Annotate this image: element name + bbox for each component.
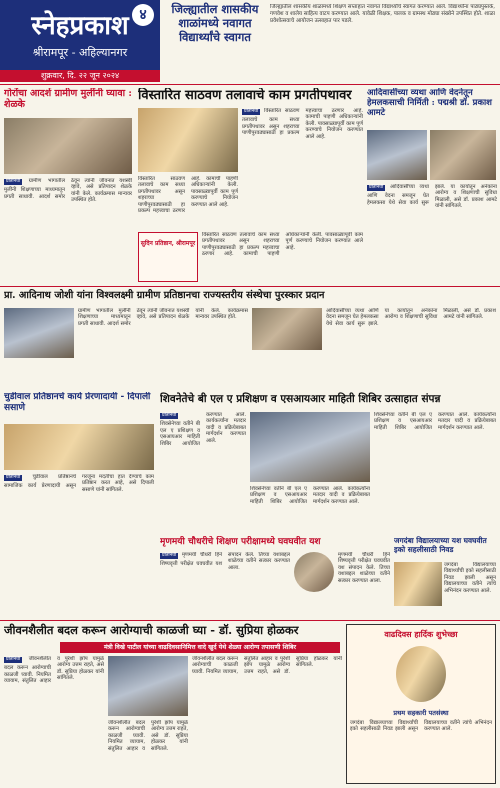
article-text: ग्रामीण भागातील मुलींनी शिक्षणाच्या माध्यमातून प्रगती साधावी. आदर्श समोर ठेवून त्यांनी जीवनात यशस्वी व्हावे, असे प्रतिपादन शेळके यांनी केले. कार्यक्रमास मान्यवर उपस्थित होते.: [4, 178, 132, 204]
headline-text: चुडीवाल प्रतिष्ठानचे कार्य प्रेरणादायी - दिपाली ससाणे: [4, 392, 151, 413]
article-body: [242, 108, 363, 228]
photo-award: [252, 308, 322, 350]
article-body: [367, 184, 497, 282]
newspaper-title: स्नेहप्रकाश: [31, 11, 129, 41]
photo-mrunmayi: [294, 552, 334, 592]
article-body: जीवनशैलीत बदल करून आरोग्याची काळजी घ्यावी. नियमित व्यायाम, संतुलित आहार व पुरेशी झोप यामुळे आरोग्य उत्तम राहते, असे डॉ. सुप्रिया होळकर यांनी सांगितले.: [192, 656, 342, 675]
photo-gorochi: [4, 118, 132, 174]
article-mrunmayi: [160, 536, 390, 550]
byline: प्रतिनिधी: [244, 109, 259, 114]
article-text: विस्तारित साठवण तलावाचे काम सध्या प्रगतीपथावर असून शहराच्या पाणीपुरवठ्यासाठी हा प्रकल्प महत्त्वाचा ठरणार आहे. कामाची पाहणी अधिकाऱ्यांनी केली. पावसाळ्यापूर्वी काम पूर्ण करण्याचे नियोजन करण्यात आले आहे.: [242, 108, 363, 140]
article-text: आदिवासींच्या व्यथा आणि वेदना समजून घेत हेमलकसा येथे सेवा कार्य सुरू झाले. या कार्यातून अनेकांना आरोग्य व शिक्षणाची सुविधा मिळाली, असे डॉ. प्रकाश आमटे यांनी सांगितले.: [367, 184, 497, 210]
headline-text: शिवनेतेचे बी एल ए प्रशिक्षण व एसआयआर माहिती शिबिर उत्साहात संपन्न: [160, 393, 441, 405]
headline-text: जिल्ह्यातील शासकीय शाळांमध्ये नवागत विद्यार्थ्यांचे स्वागत: [171, 2, 259, 44]
photo-shivsena: [250, 412, 370, 482]
birthday-ad: [346, 624, 496, 784]
article-jagadamba: [394, 536, 496, 560]
headline-text: जगदंबा विद्यालयाच्या यश घवघवीत इको सहलीसाठी निवड: [394, 536, 487, 554]
divider: [0, 620, 500, 621]
article-text: जीवनशैलीत बदल करून आरोग्याची काळजी घ्यावी. नियमित व्यायाम, संतुलित आहार व पुरेशी झोप यामुळे आरोग्य उत्तम राहते, असे डॉ. सुप्रिया होळकर यांनी सांगितले.: [4, 656, 104, 685]
article-text: शिवसेनेच्या वतीने बी एल ए प्रशिक्षण व एसआयआर माहिती शिबिर आयोजित करण्यात आले. कार्यकर्त्यांना मतदार यादी व प्रक्रियेबाबत मार्गदर्शन करण्यात आले.: [160, 412, 246, 447]
byline: प्रतिनिधी: [369, 185, 384, 190]
masthead: [0, 0, 160, 70]
article-body: जीवनशैलीत बदल करून आरोग्याची काळजी घ्यावी. नियमित व्यायाम, संतुलित आहार व पुरेशी झोप यामुळे आरोग्य उत्तम राहते, असे डॉ. सुप्रिया होळकर यांनी सांगितले.: [108, 720, 188, 752]
newspaper-subtitle: श्रीरामपूर - अहिल्यानगर: [32, 46, 128, 59]
article-chudiwal: [4, 392, 154, 422]
headline-text: गोरोंचा आदर्श ग्रामीण मुलींनी घ्यावा : शेळके: [4, 88, 132, 110]
article-body: [4, 656, 104, 782]
article-body: विस्तारित साठवण तलावाचे काम सध्या प्रगतीपथावर असून शहराच्या पाणीपुरवठ्यासाठी हा प्रकल्प महत्त्वाचा ठरणार आहे. कामाची पाहणी अधिकाऱ्यांनी केली. पावसाळ्यापूर्वी काम पूर्ण करण्याचे नियोजन करण्यात आले आहे.: [202, 232, 363, 258]
photo-lake: [138, 108, 238, 172]
article-body: जगदंबा विद्यालयाच्या विद्यार्थ्यांची इको सहलीसाठी निवड झाली असून विद्यालयाच्या वतीने त्यांचे अभिनंदन करण्यात आले.: [444, 562, 496, 594]
ad-text: जगदंबा विद्यालयाच्या विद्यार्थ्यांची इको सहलीसाठी निवड झाली असून विद्यालयाच्या वतीने त्यांचे अभिनंदन करण्यात आले.: [350, 720, 492, 733]
photo-amte-2: [430, 130, 496, 180]
byline: प्रतिनिधी: [162, 413, 177, 418]
article-body: [160, 412, 246, 532]
page-number-badge: ४: [132, 4, 154, 26]
byline: प्रतिनिधी: [6, 475, 21, 480]
headline-text: आदिवासींच्या व्यथा आणि वेदनेतून हेमलकसाची निर्मिती : पद्मश्री डॉ. प्रकाश आमटे: [367, 88, 492, 118]
headline-text: प्रा. आदिनाथ जोशी यांना विश्वलक्ष्मी ग्रामीण प्रतिष्ठानचा राज्यस्तरीय संस्थेचा पुरस्कार प्रदान: [4, 290, 325, 301]
photo-joshi: [4, 308, 74, 358]
article-body: [4, 178, 132, 280]
article-lake: [138, 88, 363, 106]
headline-text: मृणमयी चौधरीचे शिक्षण परीक्षामध्ये घवघवीत यश: [160, 537, 321, 547]
article-shivsena: [160, 392, 496, 410]
ad-box: [138, 232, 198, 282]
article-text: मृणमयी चौधरी हिने शिष्यवृत्ती परीक्षेत घवघवीत यश संपादन केले. तिच्या यशाबद्दल शाळेच्या वतीने सत्कार करण्यात आला.: [160, 552, 290, 571]
article-amte: [367, 88, 497, 128]
ad-photo: [396, 646, 446, 702]
article-body: शिवसेनेच्या वतीने बी एल ए प्रशिक्षण व एसआयआर माहिती शिबिर आयोजित करण्यात आले. कार्यकर्त्यांना मतदार यादी व प्रक्रियेबाबत मार्गदर्शन करण्यात आले.: [250, 486, 370, 505]
photo-chudiwal: [4, 424, 154, 470]
date-line: शुक्रवार, दि. २२ जून २०२४: [0, 70, 160, 82]
article-body: आदिवासींच्या व्यथा आणि वेदना समजून घेत हेमलकसा येथे सेवा कार्य सुरू झाले. या कार्यातून अनेकांना आरोग्य व शिक्षणाची सुविधा मिळाली, असे डॉ. प्रकाश आमटे यांनी सांगितले.: [326, 308, 496, 327]
article-text: चुडीवाल प्रतिष्ठानचे सामाजिक कार्य प्रेरणादायी असून गरजूंना मदतीचा हात देण्याचे काम प्रतिष्ठान करत आहे, असे दिपाली ससाणे यांनी सांगितले.: [4, 474, 154, 493]
headline-text: जीवनशैलीत बदल करून आरोग्याची काळजी घ्या - डॉ. सुप्रिया होळकर: [4, 623, 299, 637]
headline-school-welcome: [165, 2, 265, 82]
divider: [0, 84, 500, 85]
top-right-article: जिल्ह्यातील शासकीय शाळांमध्ये शिक्षण सप्ताहात नवागत विद्यार्थ्यांचे स्वागत करण्यात आले. विद्यार्थ्यांना पाठ्यपुस्तके, गणवेश व शालेय साहित्य वाटप करण्यात आले. यावेळी शिक्षक, पालक व ग्रामस्थ मोठ्या संख्येने उपस्थित होते. शाळा प्रवेशोत्सवाचे आयोजन उत्साहात पार पडले.: [270, 4, 495, 24]
article-body: शिवसेनेच्या वतीने बी एल ए प्रशिक्षण व एसआयआर माहिती शिबिर आयोजित करण्यात आले. कार्यकर्त्यांना मतदार यादी व प्रक्रियेबाबत मार्गदर्शन करण्यात आले.: [374, 412, 496, 431]
article-body: विस्तारित साठवण तलावाचे काम सध्या प्रगतीपथावर असून शहराच्या पाणीपुरवठ्यासाठी हा प्रकल्प महत्त्वाचा ठरणार आहे. कामाची पाहणी अधिकाऱ्यांनी केली. पावसाळ्यापूर्वी काम पूर्ण करण्याचे नियोजन करण्यात आले आहे.: [138, 176, 238, 215]
article-body: मृणमयी चौधरी हिने शिष्यवृत्ती परीक्षेत घवघवीत यश संपादन केले. तिच्या यशाबद्दल शाळेच्या वतीने सत्कार करण्यात आला.: [338, 552, 390, 584]
article-body: ग्रामीण भागातील मुलींनी शिक्षणाच्या माध्यमातून प्रगती साधावी. आदर्श समोर ठेवून त्यांनी जीवनात यशस्वी व्हावे, असे प्रतिपादन शेळके यांनी केले. कार्यक्रमास मान्यवर उपस्थित होते.: [78, 308, 248, 327]
photo-jagadamba: [394, 562, 442, 606]
headline-text: विस्तारित साठवण तलावाचे काम प्रगतीपथावर: [138, 88, 352, 103]
article-gorochi: [4, 88, 134, 118]
ad-sponsor: प्रथम सहकारी पतसंस्था: [393, 709, 449, 717]
byline: प्रतिनिधी: [162, 553, 177, 558]
byline: प्रतिनिधी: [6, 179, 21, 184]
photo-lifestyle: [108, 656, 188, 716]
article-joshi-award: [4, 289, 496, 305]
ad-title: वाढदिवस हार्दिक शुभेच्छा: [384, 629, 458, 639]
photo-amte: [367, 130, 427, 180]
article-body: [160, 552, 290, 616]
ad-text: सुदिन प्रतिष्ठान, श्रीरामपूर: [140, 240, 196, 247]
article-body: [4, 474, 154, 596]
sub-headline-banner: मंत्री विखे पाटील यांच्या वाढदिवसानिमित्त वादे खुर्द येथे शेळ्या आरोग्य तपासणी शिबिर: [60, 642, 340, 653]
divider: [0, 286, 500, 287]
byline: प्रतिनिधी: [6, 657, 21, 662]
